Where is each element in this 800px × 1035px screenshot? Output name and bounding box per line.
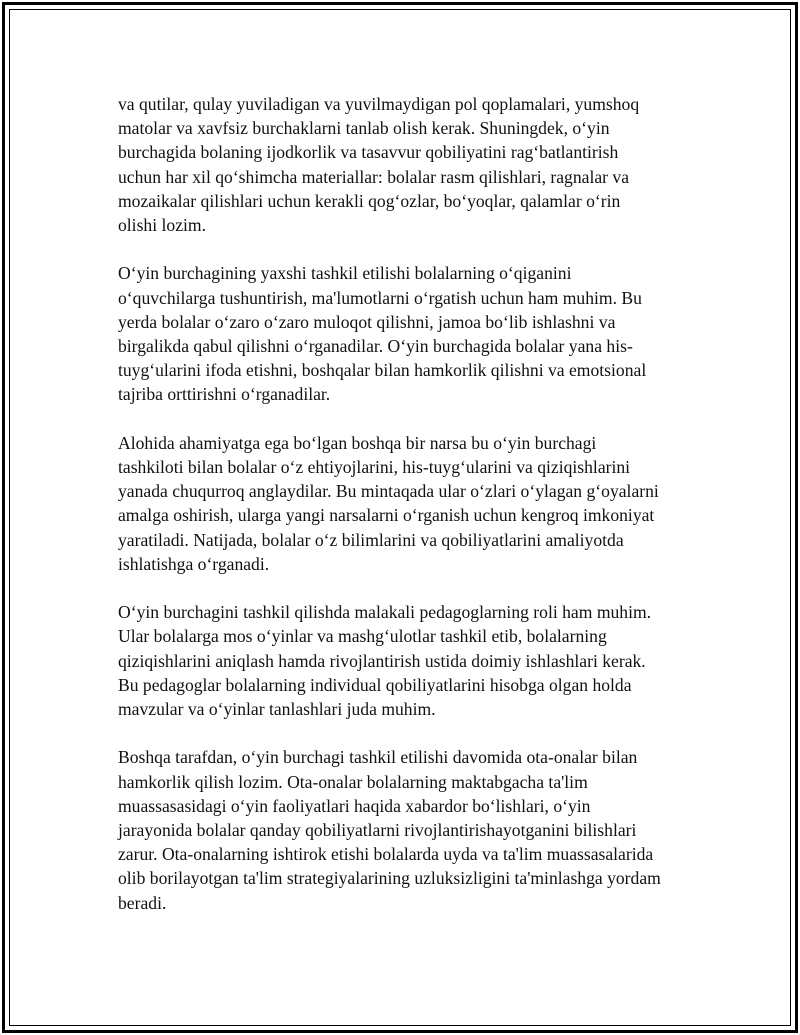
text-line: muassasasidagi o‘yin faoliyatlari haqida xabardor bo‘lishlari, o‘yin (118, 795, 591, 816)
text-line: mavzular va o‘yinlar tanlashlari juda muhim. (118, 699, 436, 720)
text-line: yaratiladi. Natijada, bolalar o‘z bilimlarini va qobiliyatlarini amaliyotda (118, 529, 624, 550)
text-line: hamkorlik qilish lozim. Ota-onalar bolalarning maktabgacha ta'lim (118, 771, 588, 792)
text-line: yerda bolalar o‘zaro o‘zaro muloqot qilishni, jamoa bo‘lib ishlashni va (118, 311, 616, 332)
text-line: beradi. (118, 892, 167, 913)
text-line: Ular bolalarga mos o‘yinlar va mashg‘ulotlar tashkil etib, bolalarning (118, 626, 607, 647)
text-line: yanada chuqurroq anglaydilar. Bu mintaqada ular o‘zlari o‘ylagan g‘oyalarni (118, 481, 659, 502)
text-line: Alohida ahamiyatga ega bo‘lgan boshqa bir narsa bu o‘yin burchagi (118, 432, 597, 453)
text-line: amalga oshirish, ularga yangi narsalarni o‘rganish uchun kengroq imkoniyat (118, 505, 655, 526)
text-line: birgalikda qabul qilishni o‘rganadilar. O‘yin burchagida bolalar yana his- (118, 336, 633, 357)
text-line: o‘quvchilarga tushuntirish, ma'lumotlarni o‘rgatish uchun ham muhim. Bu (118, 287, 642, 308)
text-line: olishi lozim. (118, 215, 206, 236)
text-line: burchagida bolaning ijodkorlik va tasavvur qobiliyatini rag‘batlantirish (118, 142, 619, 163)
text-line: va qutilar, qulay yuviladigan va yuvilmaydigan pol qoplamalari, yumshoq (118, 94, 640, 114)
text-line: olib borilayotgan ta'lim strategiyalarining uzluksizligini ta'minlashga yordam (118, 868, 661, 889)
text-line: uchun har xil qo‘shimcha materiallar: bolalar rasm qilishlari, ragnalar va (118, 166, 630, 187)
paragraph-1 (118, 92, 698, 237)
text-line: qiziqishlarini aniqlash hamda rivojlantirish ustida doimiy ishlashlari kerak. (118, 650, 646, 671)
text-line: matolar va xavfsiz burchaklarni tanlab olish kerak. Shuningdek, o‘yin (118, 118, 610, 139)
text-line: Boshqa tarafdan, o‘yin burchagi tashkil etilishi davomida ota-onalar bilan (118, 747, 638, 768)
text-line: Bu pedagoglar bolalarning individual qobiliyatlarini hisobga olgan holda (118, 674, 632, 695)
paragraph-5 (118, 745, 698, 914)
text-line: tashkiloti bilan bolalar o‘z ehtiyojlarini, his-tuyg‘ularini va qiziqishlarini (118, 457, 631, 478)
text-line: O‘yin burchagining yaxshi tashkil etilishi bolalarning o‘qiganini (118, 263, 572, 284)
text-line: mozaikalar qilishlari uchun kerakli qog‘ozlar, bo‘yoqlar, qalamlar o‘rin (118, 190, 621, 211)
document-body (118, 92, 698, 939)
text-line: jarayonida bolalar qanday qobiliyatlarni rivojlantirishayotganini bilishlari (118, 820, 637, 841)
text-line: tajriba orttirishni o‘rganadilar. (118, 384, 331, 405)
text-line: O‘yin burchagini tashkil qilishda malakali pedagoglarning roli ham muhim. (118, 602, 652, 623)
text-line: tuyg‘ularini ifoda etishni, boshqalar bilan hamkorlik qilishni va emotsional (118, 360, 647, 381)
text-line: zarur. Ota-onalarning ishtirok etishi bolalarda uyda va ta'lim muassasalarida (118, 844, 654, 865)
text-line: ishlatishga o‘rganadi. (118, 553, 270, 574)
paragraph-2 (118, 261, 698, 406)
paragraph-4 (118, 600, 698, 721)
paragraph-3 (118, 431, 698, 576)
